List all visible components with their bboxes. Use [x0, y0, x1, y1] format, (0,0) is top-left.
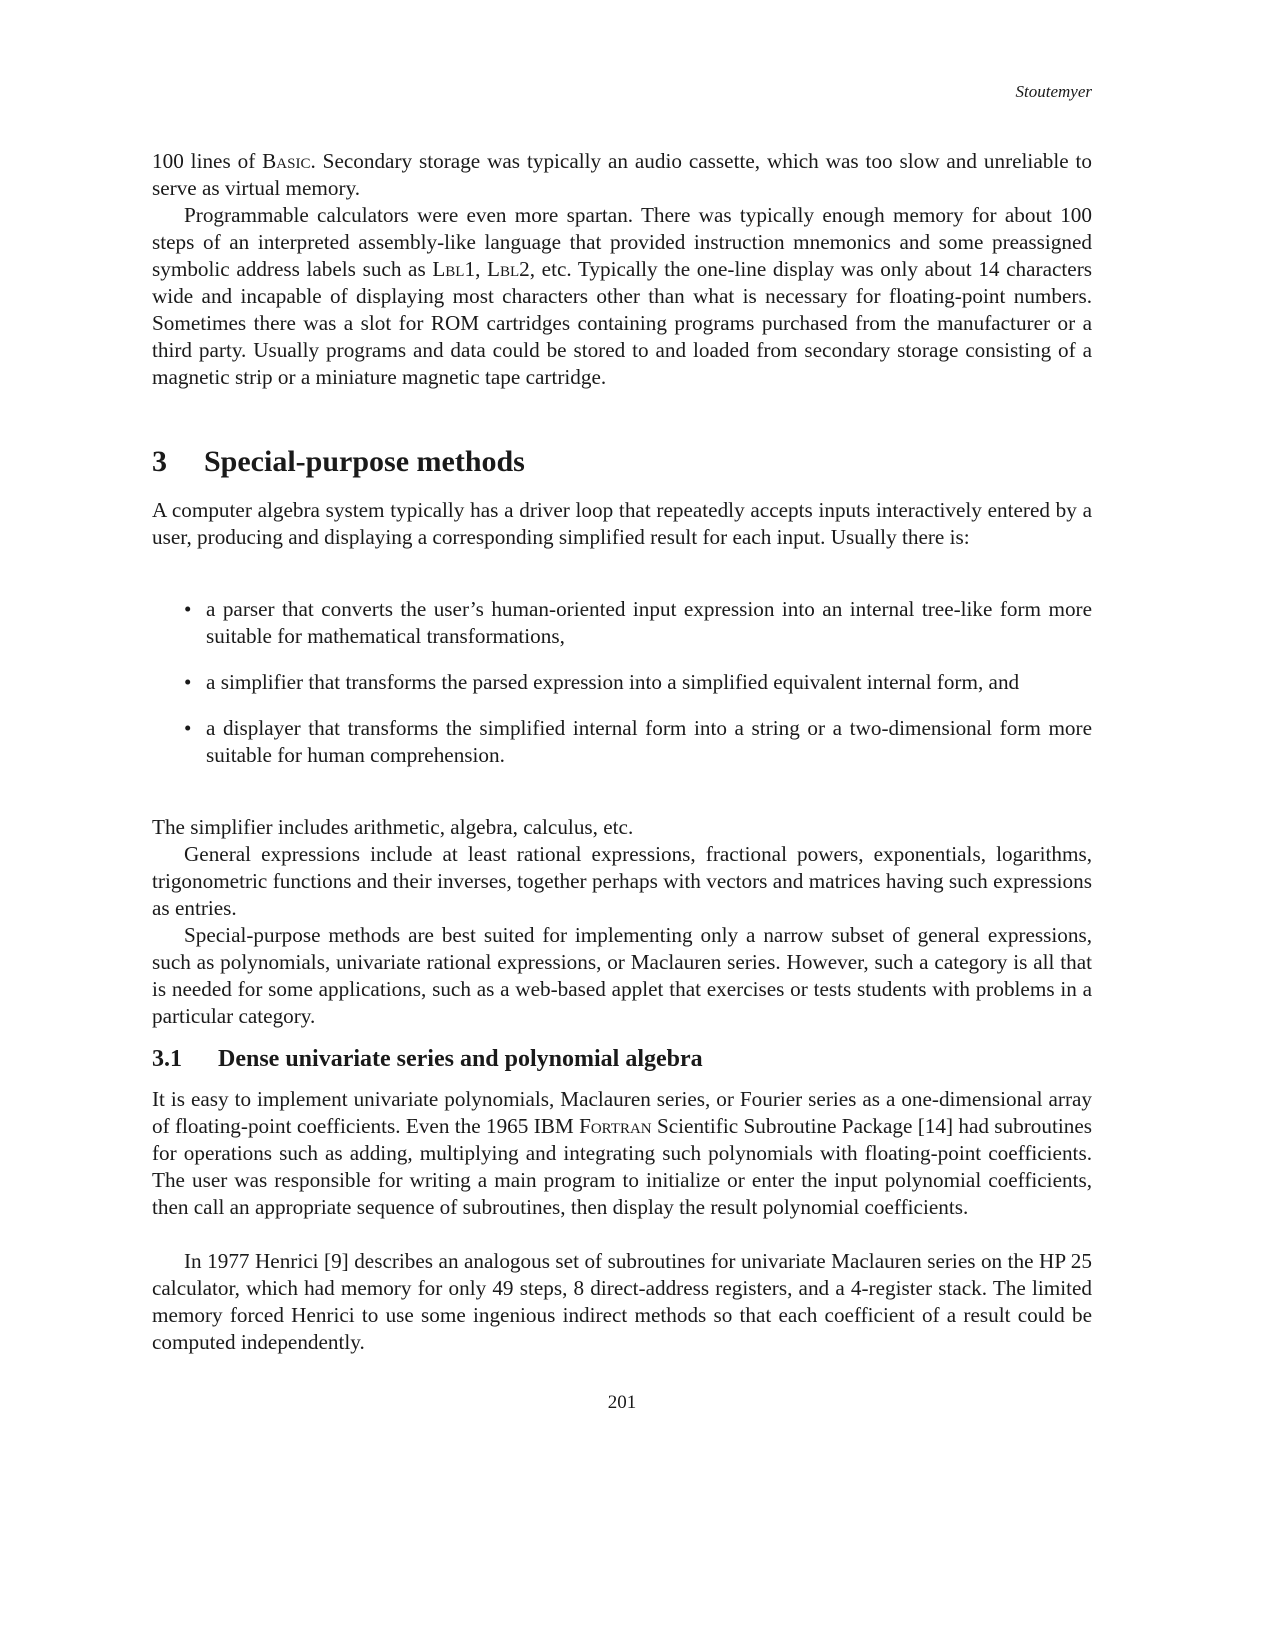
text-span: , — [475, 257, 488, 281]
list-item — [152, 596, 1092, 650]
component-list — [152, 596, 1092, 788]
list-item — [152, 715, 1092, 769]
list-item-text: a simplifier that transforms the parsed expression into a simplified equivalent internal form, and — [206, 670, 1020, 694]
running-head: Stoutemyer — [1015, 82, 1092, 101]
lbl2-smallcaps: Lbl2 — [487, 257, 530, 281]
subsection-heading — [152, 1046, 703, 1073]
bullet-icon: • — [184, 716, 192, 740]
text-span: Scientific Subroutine Package [14] had subroutines for operations such as adding, multiplying and integrating such polynomials with floating-point coefficients. The user was responsible for writing a main program to initialize or enter the input polynomial coefficients, then call an appropriate sequence of subroutines, then display the result polynomial coefficients. — [152, 1114, 1092, 1219]
section-title: Special-purpose methods — [204, 445, 525, 478]
list-item-text: a displayer that transforms the simplified internal form into a string or a two-dimensional form more suitable for human comprehension. — [206, 716, 1092, 767]
page-number: 201 — [607, 1392, 637, 1413]
text-span: It is easy to implement univariate polynomials, Maclauren series, or Fourier series as a one-dimensional array of floating-point coefficients. Even the 1965 IBM — [152, 1087, 1092, 1138]
text-span: . Secondary storage was typically an audio cassette, which was too slow and unreliable to serve as virtual memory. — [152, 149, 1092, 200]
bullet-icon: • — [184, 670, 192, 694]
paragraph-henrici: In 1977 Henrici [9] describes an analogous set of subroutines for univariate Maclauren series on the HP 25 calculator, which had memory for only 49 steps, 8 direct-address registers, and a 4-register stack. The limited memory forced Henrici to use some ingenious indirect methods so that each coefficient of a result could be computed independently. — [152, 1249, 1092, 1354]
bullet-icon: • — [184, 597, 192, 621]
text-span: 100 lines of — [152, 149, 263, 173]
paragraph-simplifier: The simplifier includes arithmetic, algebra, calculus, etc. — [152, 815, 634, 839]
lbl1-smallcaps: Lbl1 — [432, 257, 476, 281]
paragraph-basic-storage — [152, 148, 1092, 202]
fortran-smallcaps: Fortran — [579, 1114, 652, 1138]
paragraph-intro: A computer algebra system typically has a driver loop that repeatedly accepts inputs interactively entered by a user, producing and displaying a corresponding simplified result for each input. Usually there is: — [152, 498, 1092, 549]
section-heading — [152, 445, 525, 479]
text-span: Programmable calculators were even more spartan. There was typically enough memory for about 100 steps of an interpreted assembly-like language that provided instruction mnemonics and some preassigned symbolic address labels such as — [152, 203, 1092, 281]
paragraph-dense-series — [152, 1086, 1092, 1221]
basic-smallcaps: Basic — [262, 149, 311, 173]
subsection-title: Dense univariate series and polynomial algebra — [218, 1046, 703, 1072]
list-item — [152, 669, 1092, 696]
text-span: , etc. Typically the one-line display was only about 14 characters wide and incapable of displaying most characters other than what is necessary for floating-point numbers. Sometimes there was a slot for ROM cartridges containing programs purchased from the manufacturer or a third party. Usually programs and data could be stored to and loaded from secondary storage consisting of a magnetic strip or a miniature magnetic tape cartridge. — [152, 257, 1093, 389]
paragraph-special-purpose: Special-purpose methods are best suited for implementing only a narrow subset of general expressions, such as polynomials, univariate rational expressions, or Maclauren series. However, such a category is all that is needed for some applications, such as a web-based applet that exercises or tests students with problems in a particular category. — [152, 923, 1092, 1028]
list-item-text: a parser that converts the user’s human-oriented input expression into an internal tree-like form more suitable for mathematical transformations, — [206, 597, 1092, 648]
subsection-number: 3.1 — [152, 1046, 182, 1072]
section-number: 3 — [152, 445, 167, 478]
paragraph-programmable-calculators — [152, 202, 1092, 391]
paragraph-general-expressions: General expressions include at least rational expressions, fractional powers, exponentials, logarithms, trigonometric functions and their inverses, together perhaps with vectors and matrices having such expressions as entries. — [152, 842, 1092, 920]
